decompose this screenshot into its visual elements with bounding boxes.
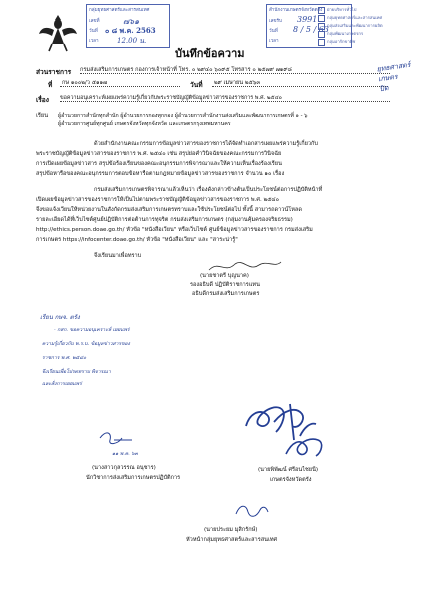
agency-dotline: [80, 73, 390, 74]
body-line: รายละเอียดได้ที่เว็บไซต์ศูนย์ปฏิบัติการต่อต้านการทุจริต กรมส่งเสริมการเกษตร (กลุ่มงานคุ้มครองจริยธรรม): [36, 217, 293, 223]
handwritten-routing-note: ยุทธศาสตร์ เกษตร ปิด: [376, 60, 411, 94]
handwritten-note-line: ราชการ พ.ศ. ๒๕๔๐: [42, 355, 87, 361]
signer3-name: (นายพิพัฒน์ ศรีอนไชยนี): [258, 467, 319, 473]
department-stamp-unit: สำนักงานเกษตรจังหวัดตรัง: [269, 8, 323, 13]
department-stamp-time-label: เวลา: [269, 39, 279, 44]
memo-title: บันทึกข้อความ: [175, 47, 245, 60]
body-line: http://ethics.person.doae.go.th/ หัวข้อ "หนังสือเวียน" หรือเว็บไซต์ ศูนย์ข้อมูลข่าวสารของราชการ กรมส่งเสริม: [36, 227, 313, 233]
subject-value: ขอความอนุเคราะห์เผยแพร่ความรู้เกี่ยวกับพระราชบัญญัติข้อมูลข่าวสารของราชการ พ.ศ. ๒๕๔๐: [60, 95, 282, 101]
checkbox-icon: [318, 7, 325, 14]
body-line: การเปิดเผยข้อมูลข่าวสาร สรุปข้อร้องเรียนของคณะอนุกรรมการพิจารณาและให้ความเห็นเรื่องร้องเรียน: [36, 161, 282, 167]
body-line: การเกษตร https://infocenter.doae.go.th/ หัวข้อ "หนังสือเวียน" และ "สาระน่ารู้": [36, 237, 238, 243]
body-line: พระราชบัญญัติข้อมูลข่าวสารของราชการ พ.ศ. ๒๕๔๐ เช่น สรุปย่อคำวินิจฉัยของคณะกรรมการวินิจฉัย: [36, 151, 282, 157]
signer4-position: หัวหน้ากลุ่มยุทธศาสตร์และสารสนเทศ: [186, 537, 278, 543]
signature-4-icon: [232, 500, 272, 522]
checklist-item: กลุ่มยุทธศาสตร์และสารสนเทศ: [318, 14, 382, 21]
signer1-name: (นายชาตรี บุญนาค): [200, 273, 249, 279]
body-line: ด้วยสำนักงานคณะกรรมการข้อมูลข่าวสารของราชการได้จัดทำเอกสารเผยแพร่ความรู้เกี่ยวกับ: [94, 141, 318, 147]
received-stamp-time-label: เวลา: [89, 39, 99, 44]
body-line: กรมส่งเสริมการเกษตรพิจารณาแล้วเห็นว่า เรื่องดังกล่าวข้างต้นเป็นประโยชน์ต่อการปฏิบัติหน้าที่: [94, 187, 323, 193]
agency-label: ส่วนราชการ: [36, 68, 72, 76]
doc-no-value: กษ ๑๐๐๒/ว ๕๑๑๗: [62, 80, 108, 86]
signer4-name: (นายประยม มุสิกรักษ์): [204, 527, 258, 533]
closing-line: จึงเรียนมาเพื่อทราบ: [94, 253, 142, 259]
body-line: เปิดเผยข้อมูลข่าวสารของราชการให้เป็นไปตามพระราชบัญญัติข้อมูลข่าวสารของราชการ พ.ศ. ๒๕๔๐: [36, 197, 280, 203]
salutation-label: เรียน: [36, 113, 49, 119]
subject-dotline: [60, 101, 390, 102]
handwritten-note-line: ความรู้เกี่ยวกับ พ.ร.บ. ข้อมูลข่าวสารของ: [42, 341, 130, 347]
handwritten-note-line: - กสก. ขอความอนุเคราะห์ เผยแพร่: [54, 327, 130, 333]
signer2-name: (นางสาวกุลวรรณ อนุชาร): [92, 465, 156, 471]
checklist-item: กลุ่มส่งเสริมและพัฒนาการผลิต: [318, 22, 383, 29]
received-stamp-no-label: เลขที่: [89, 19, 100, 24]
checkbox-icon: [318, 31, 325, 38]
checklist-item: กลุ่มอารักขาพืช: [318, 38, 355, 45]
department-stamp-date: 8 / 5 / 63: [293, 25, 329, 34]
body-line: สรุปข้อหารือของคณะอนุกรรมการตอบข้อหารือตามกฎหมายข้อมูลข่าวสารของราชการ จำนวน ๑๐ เรื่อง: [36, 171, 285, 177]
department-stamp-date-label: วันที่: [269, 29, 278, 34]
date-dotline: [212, 86, 388, 87]
handwritten-note-line: เรียน กษจ. ตรัง: [40, 314, 80, 321]
checkbox-icon: [318, 23, 325, 30]
body-line: จึงขอแจ้งเวียนให้หน่วยงานในสังกัดกรมส่งเสริมการเกษตรทราบและใช้ประโยชน์ต่อไป ทั้งนี้ สามารถดาวน์โหลด: [36, 207, 302, 213]
checkbox-icon: [318, 15, 325, 22]
garuda-emblem-icon: [38, 14, 78, 52]
received-stamp-date-label: วันที่: [89, 29, 98, 34]
department-stamp-no: 3991: [297, 15, 318, 24]
signer2-position: นักวิชาการส่งเสริมการเกษตรปฏิบัติการ: [86, 475, 181, 481]
signature-3b-icon: [282, 432, 330, 462]
received-stamp-date: ๐ ๘ พ.ค. 2563: [105, 26, 156, 35]
checklist-item: ฝ่ายบริหารทั่วไป: [318, 6, 356, 13]
checkbox-icon: [318, 39, 325, 46]
signer1-position: อธิบดีกรมส่งเสริมการเกษตร: [192, 291, 260, 297]
doc-no-label: ที่: [48, 81, 53, 89]
signer2-date: ๑๑ พ.ค. ๖๓: [112, 451, 138, 457]
handwritten-note-line: และสั่งการเผยแพร่: [42, 381, 82, 387]
received-stamp-no: ๗๖๑: [123, 17, 140, 26]
date-label: วันที่: [190, 81, 203, 89]
received-stamp: [86, 4, 170, 48]
received-stamp-unit: กลุ่มยุทธศาสตร์และสารสนเทศ: [89, 8, 150, 13]
doc-no-dotline: [60, 86, 180, 87]
routing-checklist: [318, 6, 414, 46]
date-value: ๒๙ เมษายน ๒๕๖๓: [214, 80, 261, 86]
agency-value: กรมส่งเสริมการเกษตร กองการเจ้าหน้าที่ โทร. ๐ ๒๙๔๐ ๖๐๙๕ โทรสาร ๐ ๒๕๗๙ ๗๑๙๘: [80, 67, 292, 73]
salutation-line: ผู้อำนวยการศูนย์ทุกศูนย์ เกษตรจังหวัดทุกจังหวัด และเกษตรกรุงเทพมหานคร: [58, 121, 231, 127]
checklist-item: กลุ่มพัฒนาเกษตรกร: [318, 30, 363, 37]
signer3-position: เกษตรจังหวัดตรัง: [270, 477, 312, 483]
signature-2-icon: [96, 428, 136, 450]
salutation-line: ผู้อำนวยการสำนักทุกสำนัก ผู้อำนวยการกองทุกกอง ผู้อำนวยการสำนักงานส่งเสริมและพัฒนาการเกษตรที่ ๑ - ๖: [58, 113, 308, 119]
handwritten-note-line: จึงเรียนเพื่อโปรดทราบ พิจารณา: [42, 369, 111, 375]
signer1-position: รองอธิบดี ปฏิบัติราชการแทน: [190, 282, 260, 288]
received-stamp-time: 12.00 น.: [117, 37, 147, 45]
subject-label: เรื่อง: [36, 96, 49, 104]
department-stamp-no-label: เลขรับ: [269, 19, 282, 24]
